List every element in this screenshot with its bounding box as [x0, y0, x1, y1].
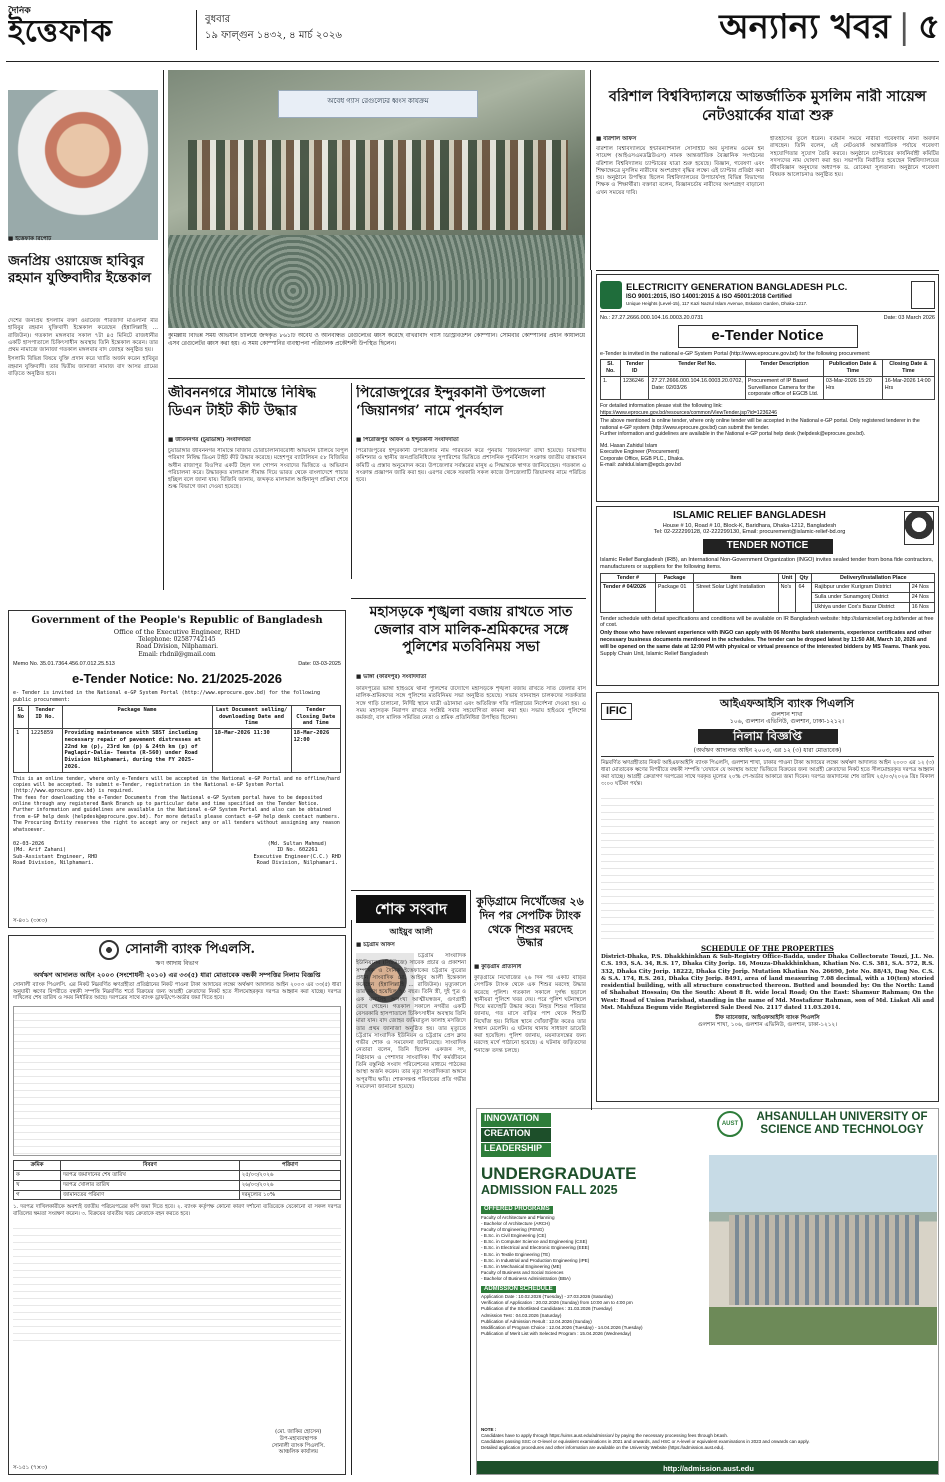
- issue-date-text: ১৯ ফাল্গুন ১৪৩২, ৪ মার্চ ২০২৬: [205, 29, 342, 41]
- table-row: [14, 1171, 341, 1181]
- rhd-note: This is an online tender, where only e-Tenders will be accepted in the National e-GP Portal and no offline/hard copies will be accepted. To submit e-Tender, registration in the National e-GP System Portal (http://www.eprocure.gov.bd) is required.: [13, 775, 340, 795]
- habibur-body: [8, 318, 158, 578]
- aust-program-item: - B.Sc. in Civil Engineering (CE): [481, 1233, 547, 1239]
- egcb-table: [600, 359, 935, 400]
- habibur-byline: ■ ইত্তেফাক রিপোর্ট: [8, 236, 52, 242]
- rhd-office: Office of the Executive Engineer, RHD: [113, 627, 241, 636]
- islamic-relief-logo-icon: [904, 511, 934, 545]
- ir-qty: 64: [796, 583, 812, 612]
- aust-program-item: Faculty of Architecture and Planning: [481, 1214, 555, 1220]
- ir-col: Delivery/Installation Place: [812, 573, 935, 583]
- rhd-col: Last Document selling/ downloading Date and Time: [212, 705, 291, 728]
- egcb-col: Closing Date & Time: [882, 360, 934, 377]
- dynamite-headline: জীবননগরে সীমান্তে নিষিদ্ধ ডিএন টাইট কীট উদ্ধার: [168, 385, 316, 419]
- aust-program-item: - B.Sc. in Electrical and Electronic Engineering (EEE): [481, 1245, 590, 1251]
- rhd-note: Further information and guidelines are available in the National e-GP System Portal and also can be obtained from e-GP help desk (helpdesk@eprocure.gov.bd). For more details please contact e-GP help desk contact numbers.: [13, 807, 340, 820]
- rhd-sign-line: (Md. Sultan Mahmud): [267, 840, 327, 847]
- egcb-col: Sl. No.: [601, 360, 621, 377]
- ific-signature: [601, 1015, 934, 1029]
- rhd-email: Email: rhdnil@gmail.com: [138, 650, 216, 658]
- aust-ad: [476, 1108, 939, 1475]
- aust-schedule-title: ADMISSION SCHEDULE: [481, 1286, 556, 1294]
- egcb-address: Unique Heights (Level-15), 117 Kazi Nazrul Islam Avenue, Eskaton Garden, Dhaka-1217.: [626, 301, 808, 307]
- masthead: [0, 0, 945, 62]
- islamic-relief-ad: [596, 506, 939, 686]
- egcb-note: For detailed information please visit the following link:: [600, 403, 723, 410]
- photo-caption: কুমিল্লায় বিভিন্ন সময় অভিযান চালিয়ে জব্দকৃত ৮৬১টি অবৈধ ও অনিবন্ধিত রেগুলেটর ধ্বংস করেছে বাখরাবাদ গ্যাস ডিস্ট্রিবিউশন কোম্পানি। সোমবার কোম্পানির প্রধান কার্যালয়ে এসব রেগুলেটর ধ্বংস করা হয়। এ সময় কোম্পানির ব্যবস্থাপনা পরিচালক প্রকৌশলী উপস্থিত ছিলেন।: [168, 333, 585, 347]
- ir-unit: No's: [778, 583, 796, 612]
- ir-contact: Tel: 02-222299128, 02-222299130, Email: procurement@islamic-relief-bd.org: [653, 529, 846, 536]
- kurigram-headline: কুড়িগ্রামে নিখোঁজের ২৬ দিন পর সেপটিক ট্যাংক থেকে শিশুর মরদেহ উদ্ধার: [476, 895, 584, 950]
- dynamite-body: চুয়াডাঙ্গার জীবননগর সীমান্তে বিজিবি চোরাচালানবিরোধী অভিযান চালিয়ে বিপুল পরিমাণ নিষিদ্ধ ডিএন টাইট কীট উদ্ধার করেছে। মহেশপুর ব্যাটালিয়ন ৫৮ বিজিবির অধীন রাজাপুর বিওপির একটি টহল দল গোপন সংবাদের ভিত্তিতে এ অভিযান পরিচালনা করে। উদ্ধারকৃত মালামাল সীমান্ত দিয়ে ভারত থেকে বাংলাদেশে পাচার হচ্ছিল বলে জানা যায়। বিজিবি জানায়, জব্দকৃত মালামাল আইনানুগ প্রক্রিয়া শেষে শুল্ক বিভাগে জমা দেওয়া হয়েছে।: [168, 448, 348, 491]
- ir-note: Supply Chain Unit, Islamic Relief Bangladesh: [600, 651, 709, 658]
- aust-note: Detailed application procedures and other information are available on the University Website (https://admission.aust.edu).: [481, 1444, 725, 1450]
- logo-top: দৈনিক: [8, 6, 31, 16]
- sonali-title: অর্থঋণ আদালত আইন ২০০৩ (সংশোধনী ২০১০) এর ৩৩(৫) ধারা মোতাবেক বন্ধকী সম্পত্তির নিলাম বিজ্ঞপ্তি: [33, 970, 321, 979]
- sonali-col: ক্রমিক: [14, 1161, 61, 1171]
- kurigram-body: কুড়িগ্রামে নিখোঁজের ২৬ দিন পর একটি বাড়ির সেপটিক ট্যাংক থেকে এক শিশুর মরদেহ উদ্ধার করেছে পুলিশ। গতকাল সকালে দুর্গন্ধ ছড়ালে স্থানীয়রা পুলিশে খবর দেয়। পরে পুলিশ ঘটনাস্থলে গিয়ে মরদেহটি উদ্ধার করে। নিহত শিশুর পরিবার জানায়, গত মাসে বাড়ির পাশ থেকে শিশুটি নিখোঁজ হয়। বিভিন্ন স্থানে খোঁজাখুঁজি করেও তার সন্ধান মেলেনি। এ ঘটনায় থানায় সাধারণ ডায়েরি করা হয়েছিল। পুলিশ জানায়, ময়নাতদন্তের জন্য মরদেহ মর্গে পাঠানো হয়েছে। এ ঘটনায় জড়িতদের শনাক্তে তদন্ত চলছে।: [474, 975, 586, 1054]
- ific-title: নিলাম বিজ্ঞপ্তি: [698, 729, 838, 744]
- habibur-body-p1: দেশের জনপ্রিয় ইসলামি বক্তা ওয়ায়েজ পীরজাদা মাওলানা মীর হাবিবুর রহমান যুক্তিবাদী ইন্তেকাল করেছেন (ইন্নালিল্লাহি ... রাজিউন)। গতকাল মঙ্গলবার সকাল ৭টা ৪৫ মিনিটে রাজধানীর একটি হাসপাতালে চিকিৎসাধীন অবস্থায় তিনি ইন্তেকাল করেন। তার প্রথম নামাজে জানাজা গতকাল মঙ্গলবার বাদ জোহর অনুষ্ঠিত হয়।: [8, 318, 158, 354]
- egcb-cell: 03-Mar-2026 15:20 Hrs: [823, 376, 882, 399]
- aust-note-title: NOTE :: [481, 1427, 497, 1432]
- rhd-tender-ad: [8, 610, 346, 928]
- issue-date: [205, 14, 385, 50]
- aust-tag-1: INNOVATION: [481, 1113, 551, 1127]
- sonali-col: বিবরণ: [61, 1161, 240, 1171]
- sonali-cell: জামানতের পরিমাণ: [61, 1190, 240, 1200]
- aust-schedule-item: Admission Test : 04.03.2026 (Saturday): [481, 1312, 562, 1318]
- sonali-conditions: ১. দরপত্র দাখিলকারীকে অবশ্যই জাতীয় পরিচয়পত্রের কপি জমা দিতে হবে। ২. ব্যাংক কর্তৃপক্ষ কোনো কারণ দর্শানো ব্যতিরেকে যেকোনো বা সকল দরপত্র বাতিলের ক্ষমতা সংরক্ষণ করেন। ৩. বিক্রয়ের যাবতীয় খরচ ক্রেতাকে বহন করতে হবে।: [13, 1204, 341, 1218]
- ir-address: House # 10, Road # 10, Block-K, Baridhara, Dhaka-1212, Bangladesh: [662, 522, 837, 529]
- sonali-sign-line: সোনালী ব্যাংক পিএলসি.: [271, 1442, 325, 1449]
- aust-program-item: Faculty of Engineering (FENG): [481, 1226, 544, 1232]
- sonali-sign-line: উপ-মহাব্যবস্থাপক: [279, 1435, 317, 1442]
- ir-place: Ukhiya under Cox's Bazar District: [812, 602, 909, 612]
- table-row: [14, 1180, 341, 1190]
- egcb-sign-line: Md. Hasan Zahidul Islam: [600, 442, 658, 449]
- egcb-sign-line: Executive Engineer (Procurement): [600, 449, 680, 456]
- ific-ad: [596, 692, 939, 1102]
- aust-schedule-item: Modification of Program Choice : 12.04.2026 (Tuesday) - 14.04.2026 (Tuesday): [481, 1325, 643, 1330]
- sonali-cell: দরমূল্যের ১০%: [239, 1190, 340, 1200]
- rhd-note: The Procuring Entity reserves the right to accept any or reject any or all tenders without assigning any reason whatsoever.: [13, 820, 340, 833]
- condolence-name: আইয়ুব আলী: [389, 926, 433, 936]
- aust-program-item: - B.Sc. in Computer Science and Engineering (CSE): [481, 1239, 588, 1245]
- egcb-title: e-Tender Notice: [678, 325, 858, 348]
- sonali-bank-name: সোনালী ব্যাংক পিএলসি.: [124, 941, 256, 957]
- aust-program-item: - B.Sc. in Mechanical Engineering (ME): [481, 1264, 562, 1269]
- ific-body: নিম্নবর্ণিত ঋণগ্রহীতার নিকট আইএফআইসি ব্যাংক পিএলসি, গুলশান শাখা, ঢাকার পাওনা টাকা আদায়ের লক্ষ্যে অর্থঋণ আদালত আইন ২০০৩ এর ১২ (৩) ধারা মোতাবেক ঋণের বিপরীতে বন্ধকী সম্পত্তি 'যেখানে যে অবস্থায় আছে' ভিত্তিতে বিক্রয়ের জন্য আগ্রহী ক্রেতাদের নিকট হতে সীলমোহরকৃত দরপত্র আহ্বান করা যাচ্ছে। আগ্রহী ক্রেতাগণ দরপত্রের সাথে দরকৃত মূল্যের ২০% পে-অর্ডার আকারে জমা দিবেন। দরপত্র জমাদানের শেষ তারিখ ২৫/০৩/২০২৬ খ্রিঃ বিকাল ৩:০০ ঘটিকা পর্যন্ত।: [601, 760, 934, 788]
- table-row: [601, 376, 935, 399]
- indurkani-headline: পিরোজপুরের ইন্দুরকানী উপজেলা ‘জিয়ানগর’ নামে পুনর্বহাল: [356, 385, 546, 419]
- egcb-sign-line: Corporate Office, EGB PLC., Dhaka.: [600, 455, 685, 462]
- ir-col: Tender #: [601, 573, 656, 583]
- rhd-cell: 1225859: [28, 729, 62, 773]
- rhd-col: Package Name: [62, 705, 212, 728]
- egcb-sign-line: E-mail: zahidul.islam@egcb.gov.bd: [600, 462, 681, 469]
- rhd-phone: Telephone: 02587742145: [138, 635, 216, 643]
- habibur-headline: জনপ্রিয় ওয়ায়েজ হাবিবুর রহমান যুক্তিবাদীর ইন্তেকাল: [8, 253, 152, 287]
- sonali-cell: ক: [14, 1171, 61, 1181]
- rhd-division: Road Division, Nilphamari.: [135, 643, 219, 651]
- power-plant-icon: [911, 281, 935, 309]
- rhd-cell: 18-Mar-2026 11:30: [212, 729, 291, 773]
- rhd-cell: 18-Mar-2026 12:00: [291, 729, 340, 773]
- rhd-sign-line: 02-03-2026: [13, 840, 45, 847]
- ir-intro: Islamic Relief Bangladesh (IRB), an International Non-Government Organization (INGO) invites sealed tender from bona fide contractors, manufacturers or suppliers for the following items.: [600, 556, 934, 570]
- barishal-byline: ■ বরিশাল অফিস: [596, 136, 637, 142]
- photo-banner-text: অবৈধ গ্যাস রেগুলেটর ধ্বংস কার্যক্রম: [327, 98, 429, 105]
- aust-program-item: - Bachelor of Architecture (ARCH): [481, 1220, 550, 1226]
- rhd-memo: Memo No. 35.01.7364.456.07.012.25.513: [13, 661, 115, 668]
- sonali-body: সোনালী ব্যাংক পিএলসি. এর নিকট নিম্নবর্ণিত ঋণগ্রহীতা প্রতিষ্ঠানের নিকট পাওনা টাকা আদায়ের লক্ষ্যে অর্থঋণ আদালত আইন ২০০৩ এর ৩৩(৫) ধারা অনুযায়ী ঋণের বিপরীতে বন্ধকী সম্পত্তি নিম্নবর্ণিত শর্তে বিক্রয়ের জন্য আগ্রহী ক্রেতাদের নিকট হতে সীলমোহরকৃত দরপত্র আহ্বান করা যাচ্ছে। দরপত্র দাখিলের শেষ তারিখ ও সময় নির্ধারিত আছে। দরপত্রের সাথে ব্যাংক ড্রাফট/পে-অর্ডার জমা দিতে হবে।: [13, 981, 341, 1002]
- ific-terms-block: [601, 792, 934, 942]
- table-row: [601, 583, 935, 593]
- ific-schedule: District-Dhaka, P.S. Dhakkhinkhan & Sub-Registry Office-Badda, under Dhaka Collectorate Touzi, J.L. No. C.S. 193, S.A. 34, R.S. 17, Dhaka City Jorip. 16, Mouza-Dhakkhinkhan, Khatian No. C.S. 381, S.A. 572, R.S. 332, Dhaka City Jorip. 18222, Dhaka City Jorip. Mutation Khatian No. 26690, Jote No. 88/43, Dag No. C.S. & S.A. 174, R.S. 261, Dhaka City Jorip. 8491, area of land measuring 7.08 decimal, with a 10(ten) storied residential building, with all structure constructed thereon. Butted and bounded by: On the North: Land of Shahabat Hossain; On the South: About 8 ft. wide local Road; On the East: Shamsur Rahman; On the West: Road of Union Parishad, standing in the name of Md. Mostafizur Rahman, son of Md. Liakat Ali and Mst. Mahfuza Begum vide Registered Sale Deed No. 2117 dated 11.03.2014.: [601, 954, 934, 1011]
- condolence-body: চট্টগ্রাম সাংবাদিক ইউনিয়নের (সিইউজে) সাবেক প্রচার ও প্রকাশনা সম্পাদক ও দৈনিক ইত্তেফাকের চট্টগ্রাম ব্যুরোর প্রধান সাংবাদিক মো. আইয়ুব আলী ইন্তেকাল করেছেন (ইন্নালিল্লাহি ... রাজিউন)। মৃত্যুকালে তার বয়স হয়েছিল ৭০ বছর। তিনি স্ত্রী, দুই পুত্র ও এক কন্যাসহ অসংখ্য আত্মীয়স্বজন, গুণগ্রাহী রেখে গেছেন। গতকাল সকালে নগরীর একটি বেসরকারি হাসপাতালে চিকিৎসাধীন অবস্থায় তিনি মারা যান। বাদ জোহর জমিয়াতুল ফালাহ মসজিদে তার প্রথম জানাজা অনুষ্ঠিত হয়। তার মৃত্যুতে চট্টগ্রাম সাংবাদিক ইউনিয়ন ও চট্টগ্রাম প্রেস ক্লাব গভীর শোক ও সমবেদনা জানিয়েছে। সাংবাদিক নেতারা বলেন, তিনি ছিলেন একজন সৎ, নিষ্ঠাবান ও পেশাদার সাংবাদিক। দীর্ঘ কর্মজীবনে তিনি বস্তুনিষ্ঠ সংবাদ পরিবেশনের মাধ্যমে পাঠকের আস্থা অর্জন করেন। তার মৃত্যু সাংবাদিকতা অঙ্গনে অপূরণীয় ক্ষতি। শোকসন্তপ্ত পরিবারের প্রতি গভীর সমবেদনা জানানো হয়েছে।: [356, 953, 466, 1090]
- rhd-cell: Providing maintenance with SBST including necessary repair of pavement distresses at 22nd km (p), 23rd km (p) & 24th km (p) of Paglapir-Dalia- Teesta (R-560) under Road Division Nilphamari, during the FY 2025-2026.: [62, 729, 212, 773]
- ific-subtitle: (অর্থঋণ আদালত আইন ২০০৩, এর ১২ (৩) ধারা মোতাবেক): [601, 747, 934, 758]
- indurkani-body: পিরোজপুরের ইন্দুরকানী উপজেলার নাম পরিবর্তন করে পুনরায় ‘জিয়ানগর’ রাখা হয়েছে। বিভাগীয় কমিশনার ও স্থানীয় জনপ্রতিনিধিদের সুপারিশের ভিত্তিতে প্রশাসনিক পুনর্বিন্যাস সংক্রান্ত জাতীয় বাস্তবায়ন কমিটি এ প্রস্তাব অনুমোদন করে। উপজেলার সর্বস্তরের মানুষ এ সিদ্ধান্তকে স্বাগত জানিয়েছেন। গতকাল এ সংক্রান্ত প্রজ্ঞাপন জারি করা হয়। এরপর থেকে সরকারি সকল কাজে উপজেলাটি জিয়ানগর নামে পরিচিত হবে।: [356, 448, 586, 484]
- habibur-portrait: [8, 90, 158, 240]
- sonali-signature: [272, 1429, 325, 1456]
- aust-programs: [481, 1215, 705, 1283]
- aust-schedule-item: Publication of Admission Result : 12.04.2026 (Sunday): [481, 1318, 592, 1324]
- ir-col: Item: [694, 573, 778, 583]
- bus-body: ফরিদপুরের ভাঙ্গা হাইওয়ে থানা পুলিশের উদ্যোগে মহাসড়কে শৃঙ্খলা বজায় রাখতে সাত জেলার বাস মালিক-শ্রমিকদের সঙ্গে পুলিশের মতবিনিময় সভা অনুষ্ঠিত হয়েছে। সভায় যানবাহন চালকদের সতর্কতার সঙ্গে গাড়ি চালানো, নির্দিষ্ট স্থানে যাত্রী ওঠানামা এবং অতিরিক্ত গতি পরিহারের নির্দেশনা দেওয়া হয়। এ সময় মহাসড়ক নিরাপদ রাখতে সংশ্লিষ্ট সবার সহযোগিতা কামনা করা হয়। সভায় হাইওয়ে পুলিশের কর্মকর্তা, বাস মালিক সমিতির নেতা ও শ্রমিক প্রতিনিধিরা উপস্থিত ছিলেন।: [356, 686, 586, 722]
- condolence-title-box: [356, 895, 466, 923]
- aust-note: Candidates passing SSC or O-level or equivalent examinations in 2021 and onwards, and HSC or A-level or equivalent examinations in 2023 and onwards can apply.: [481, 1438, 810, 1444]
- egcb-col: Tender Ref No.: [649, 360, 745, 377]
- egcb-tender-ad: [596, 274, 939, 502]
- condolence-title: শোক সংবাদ: [375, 900, 447, 918]
- egcb-memo: No.: 27.27.2666.000.104.16.0003.20.0731: [600, 315, 704, 321]
- aust-headline-2: ADMISSION FALL 2025: [481, 1183, 618, 1197]
- aust-badge: AUST: [717, 1111, 743, 1137]
- ir-place: Rajibpur under Kurigram District: [812, 583, 909, 593]
- ir-table: [600, 573, 935, 613]
- logo-main: ইত্তেফাক: [8, 14, 113, 50]
- ific-logo: IFIC: [601, 703, 632, 721]
- kurigram-byline: ■ কুড়িগ্রাম প্রতিনিধি: [474, 964, 522, 970]
- egcb-note: The above mentioned is online tender, where only online tender will be accepted in the National e-GP portal. Only registered tenderer in the national e-GP system (http://www.eprocure.gov.bd) can submit the tender.: [600, 418, 920, 431]
- sonali-logo-icon: [99, 940, 119, 960]
- aust-url[interactable]: http://admission.aust.edu: [477, 1461, 939, 1475]
- aust-tag-2: CREATION: [481, 1128, 551, 1142]
- ific-branch: গুলশান শাখা: [771, 710, 803, 718]
- rhd-sign-line: Road Division, Nilphamari.: [256, 860, 338, 867]
- egcb-cell: 27.27.2666.000.104.16.0003.20.0702, Date: 02/03/26: [649, 376, 745, 399]
- sonali-cell: দরপত্র জমাদানের শেষ তারিখ: [61, 1171, 240, 1181]
- aust-schedule: [481, 1294, 705, 1337]
- egcb-col: Tender ID: [620, 360, 649, 377]
- aust-schedule-item: Publication of the Shortlisted Candidates : 31.03.2026 (Tuesday): [481, 1306, 613, 1312]
- aust-schedule-item: Verification of Application : 20.02.2026 (Sunday) from 10:00 am to 4:00 pm: [481, 1300, 633, 1306]
- egcb-company: ELECTRICITY GENERATION BANGLADESH PLC.: [626, 281, 848, 293]
- sonali-ref: স-১৫১ (৭×৩): [13, 1465, 47, 1472]
- ific-sign-line: চীফ ম্যানেজার, আইএফআইসি ব্যাংক পিএলসি: [715, 1015, 820, 1022]
- egcb-cell: Procurement of IP Based Surveillance Camera for the corporate office of EGCB Ltd.: [745, 376, 823, 399]
- barishal-body-right: ইতিহাসের তুলে ধরেন। বর্তমান সময়ে নারীরা গবেষণায় নানা অবদান রাখছেন। তিনি বলেন, এই নেটওয়ার্ক আন্তর্জাতিক পর্যায়ে গবেষণা সহযোগিতার সুযোগ তৈরি করবে। অনুষ্ঠানে চ্যাপ্টারের কার্যনির্বাহী কমিটির সদস্যদের নাম ঘোষণা করা হয়। সভাপতি নির্বাচিত হয়েছেন বিশ্ববিদ্যালয়ের জীববিজ্ঞান অনুষদের অধ্যাপক ড. রোকেয়া সুলতানা। অনুষ্ঠানে গবেষণা বিষয়ক আলোচনাও অনুষ্ঠিত হয়।: [770, 136, 939, 179]
- ir-place-qty: 16 Nos: [909, 602, 934, 612]
- sonali-sub: ঋণ আদায় বিভাগ: [155, 960, 199, 967]
- egcb-signature: [600, 443, 935, 469]
- ir-place-qty: 24 Nos: [909, 583, 934, 593]
- ir-title: TENDER NOTICE: [703, 539, 833, 554]
- barishal-headline: বরিশাল বিশ্ববিদ্যালয়ে আন্তর্জাতিক মুসলিম নারী সায়েন্স নেটওয়ার্কের যাত্রা শুরু: [608, 88, 927, 124]
- rhd-sign-line: Executive Engineer(C.C.) RHD: [253, 853, 341, 860]
- ir-place: Sulla under Sunamgonj District: [812, 593, 909, 603]
- aust-program-item: - B.Sc. in Textile Engineering (TE): [481, 1251, 550, 1257]
- aust-schedule-item: Application Date : 10.02.2026 (Tuesday) - 27.03.2026 (Saturday): [481, 1294, 613, 1300]
- sonali-cell: ২৬/০৩/২০২৬: [239, 1180, 340, 1190]
- aust-program-item: - B.Sc. in Industrial and Production Engineering (IPE): [481, 1257, 590, 1263]
- sonali-bank-ad: [8, 935, 346, 1475]
- ir-note: Only those who have relevant experience with INGO can apply with 06 Months bank statements, experience certificates and other necessary business documents mentioned in the schedules. The tender can be dropped latest by 11:50 AM, March 10, 2026 and will be opened on the same date at 12:00 PM with physical or virtual presence of the interested bidders by MS Teams. Thank you.: [600, 630, 932, 650]
- condolence-byline: ■ চট্টগ্রাম অফিস: [356, 942, 395, 948]
- rhd-title: e-Tender Notice: No. 21/2025-2026: [71, 671, 282, 686]
- bus-byline: ■ ভাঙ্গা (ফরিদপুর) সংবাদদাতা: [356, 674, 427, 680]
- rhd-date: Date: 03-03-2025: [298, 661, 341, 668]
- ific-sign-line: গুলশান শাখা, ১০৬, গুলশান এভিনিউ, গুলশান, ঢাকা-১২১২।: [697, 1022, 838, 1029]
- rhd-col: SL No: [14, 705, 29, 728]
- sonali-sign-line: আঞ্চলিক কার্যালয়: [278, 1449, 318, 1456]
- sonali-cell: খ: [14, 1180, 61, 1190]
- rhd-table: [13, 705, 341, 773]
- rhd-sign-line: ID No. 602261: [276, 847, 318, 854]
- egcb-col: Publication Date & Time: [823, 360, 882, 377]
- section-title: অন্যান্য খবর | ৫: [719, 7, 940, 47]
- rhd-intro: e- Tender is invited in the National e-GP System Portal (http://www.eprocure.gov.bd) for the following public procurement:: [13, 690, 321, 703]
- page-number: ৫: [917, 7, 940, 47]
- issue-day: বুধবার: [205, 14, 231, 25]
- aust-program-item: - Bachelor of Business Administration (BBA): [481, 1276, 571, 1282]
- table-row: [14, 729, 341, 773]
- egcb-note: Further information and guidelines are available in the National e-GP portal help desk (helpdesk@eprocure.gov.bd).: [600, 431, 866, 438]
- newspaper-logo: [8, 6, 188, 56]
- habibur-body-p2: ইসলামি বিভিন্ন বিষয়ে যুক্তি প্রদান করে খ্যাতি অর্জন করেন হাবিবুর রহমান যুক্তিবাদী। তার দ্বিতীয় জানাজা নামাজ বাদ আসর গ্রামের বাড়িতে অনুষ্ঠিত হবে।: [8, 356, 158, 377]
- egcb-col: Tender Description: [745, 360, 823, 377]
- section-name: অন্যান্য খবর: [719, 7, 891, 47]
- sonali-schedule-block: [13, 1006, 341, 1156]
- rhd-sign-right: [254, 841, 341, 867]
- aust-schedule-item: Publication of Merit List with Selected Program : 15.04.2026 (Wednesday): [481, 1331, 632, 1337]
- egcb-date: Date: 03 March 2026: [883, 315, 935, 321]
- egcb-intro: e-Tender is invited in the national e-GP System Portal (http://www.eprocure.gov.bd) for the following procurement:: [600, 350, 871, 357]
- ir-note: Tender schedule with detail specifications and conditions will be available on IR Bangladesh website: http://islamicrelief.org.bd/tender at free of cost.: [600, 615, 934, 629]
- rhd-col: Tender Closing Date and Time: [291, 705, 340, 728]
- egcb-logo-icon: [600, 281, 622, 309]
- rhd-ref: স-৪০১ (৩×৩): [13, 918, 48, 925]
- sonali-sign-line: (মো. জাকির হোসেন): [275, 1429, 322, 1435]
- aust-headline-1: UNDERGRADUATE: [481, 1164, 637, 1183]
- egcb-cert: ISO 9001:2015, ISO 14001:2015 & ISO 45001:2018 Certified: [626, 293, 792, 300]
- ir-item: Street Solar Light Installation: [694, 583, 778, 612]
- barishal-body-left: বরিশাল বিশ্ববিদ্যালয়ে ইন্টারন্যাশনাল সোসাইটি অব মুসলিম ওমেন ইন সায়েন্স (আইএসএমডব্লিউএস) নামক আন্তর্জাতিক বৈজ্ঞানিক সংগঠনের বরিশাল বিশ্ববিদ্যালয় চ্যাপ্টারের যাত্রা শুরু হয়েছে। বিজ্ঞান, গবেষণা এবং শিক্ষাক্ষেত্রে মুসলিম নারীদের অংশগ্রহণ বৃদ্ধির লক্ষ্যে এই চ্যাপ্টার প্রতিষ্ঠা করা হয়। অনুষ্ঠানে উপস্থিত ছিলেন বিশ্ববিদ্যালয়ের উপাচার্যসহ বিভিন্ন বিভাগের শিক্ষক ও শিক্ষার্থীরা। বক্তারা বলেন, বিজ্ঞানচর্চায় নারীদের অংশগ্রহণ বাড়ানো এখন সময়ের দাবি।: [596, 146, 764, 196]
- ific-schedule-title: SCHEDULE OF THE PROPERTIES: [701, 944, 834, 954]
- sonali-cell: দরপত্র খোলার তারিখ: [61, 1180, 240, 1190]
- ir-org: ISLAMIC RELIEF BANGLADESH: [673, 510, 826, 521]
- sonali-conditions-block: [13, 1222, 341, 1342]
- ir-place-qty: 24 Nos: [909, 593, 934, 603]
- aust-university: AHSANULLAH UNIVERSITY OF SCIENCE AND TECHNOLOGY: [756, 1111, 928, 1137]
- rhd-note: The fees for downloading the e-Tender Documents from the National e-GP System portal have to be deposited online through any registered Bank Branch up to particular date and time specified on the Tender Notice.: [13, 794, 323, 807]
- sonali-cell: গ: [14, 1190, 61, 1200]
- aust-campus-photo: [709, 1155, 937, 1345]
- indurkani-byline: ■ পিরোজপুর অফিস ও ইন্দুরকানী সংবাদদাতা: [356, 437, 459, 443]
- sonali-col: পরিমাণ: [239, 1161, 340, 1171]
- ir-col: Unit: [778, 573, 796, 583]
- sonali-table: [13, 1160, 341, 1200]
- rhd-sign-line: Road Division, Nilphamari.: [13, 860, 95, 867]
- ific-address: ১০৬, গুলশান এভিনিউ, গুলশান, ঢাকা-১২১২।: [729, 718, 844, 726]
- aust-notes: [481, 1427, 936, 1457]
- ific-bank: আইএফআইসি ব্যাংক পিএলসি: [719, 697, 854, 710]
- egcb-cell: 16-Mar-2026 14:00 Hrs: [882, 376, 934, 399]
- news-photo: [168, 70, 585, 328]
- bus-headline: মহাসড়কে শৃঙ্খলা বজায় রাখতে সাত জেলার বাস মালিক-শ্রমিকদের সঙ্গে পুলিশের মতবিনিময় সভা: [369, 604, 573, 655]
- egcb-cell: 1236246: [620, 376, 649, 399]
- rhd-gov: Government of the People's Republic of Bangladesh: [31, 615, 323, 626]
- ir-col: Package: [655, 573, 693, 583]
- ir-package: Package 01: [655, 583, 693, 612]
- egcb-cell: 1.: [601, 376, 621, 399]
- table-row: [14, 1190, 341, 1200]
- dynamite-byline: ■ জীবননগর (চুয়াডাঙ্গা) সংবাদদাতা: [168, 437, 251, 443]
- ir-tender-no: Tender # 04/2026: [601, 583, 656, 612]
- sonali-cell: ২৫/০৩/২০২৬: [239, 1171, 340, 1181]
- aust-tag-3: LEADERSHIP: [481, 1143, 551, 1157]
- ir-col: Qty: [796, 573, 812, 583]
- aust-programs-title: OFFERED PROGRAMS: [481, 1206, 553, 1214]
- aust-program-item: Faculty of Business and Social Sciences: [481, 1270, 564, 1276]
- rhd-sign-line: Sub-Assistant Engineer, RHD: [13, 853, 98, 860]
- rhd-cell: 1: [14, 729, 29, 773]
- egcb-link[interactable]: https://www.eprocure.gov.bd/resources/common/ViewTender.jsp?id=1236246: [600, 409, 778, 416]
- rhd-sign-line: (Md. Arif Zahani): [13, 847, 67, 854]
- aust-note: Candidates have to apply through https://uims.aust.edu/admission/ by paying the necessary processing fees through bKash.: [481, 1432, 729, 1438]
- rhd-col: Tender ID No.: [28, 705, 62, 728]
- rhd-sign-left: [13, 841, 97, 867]
